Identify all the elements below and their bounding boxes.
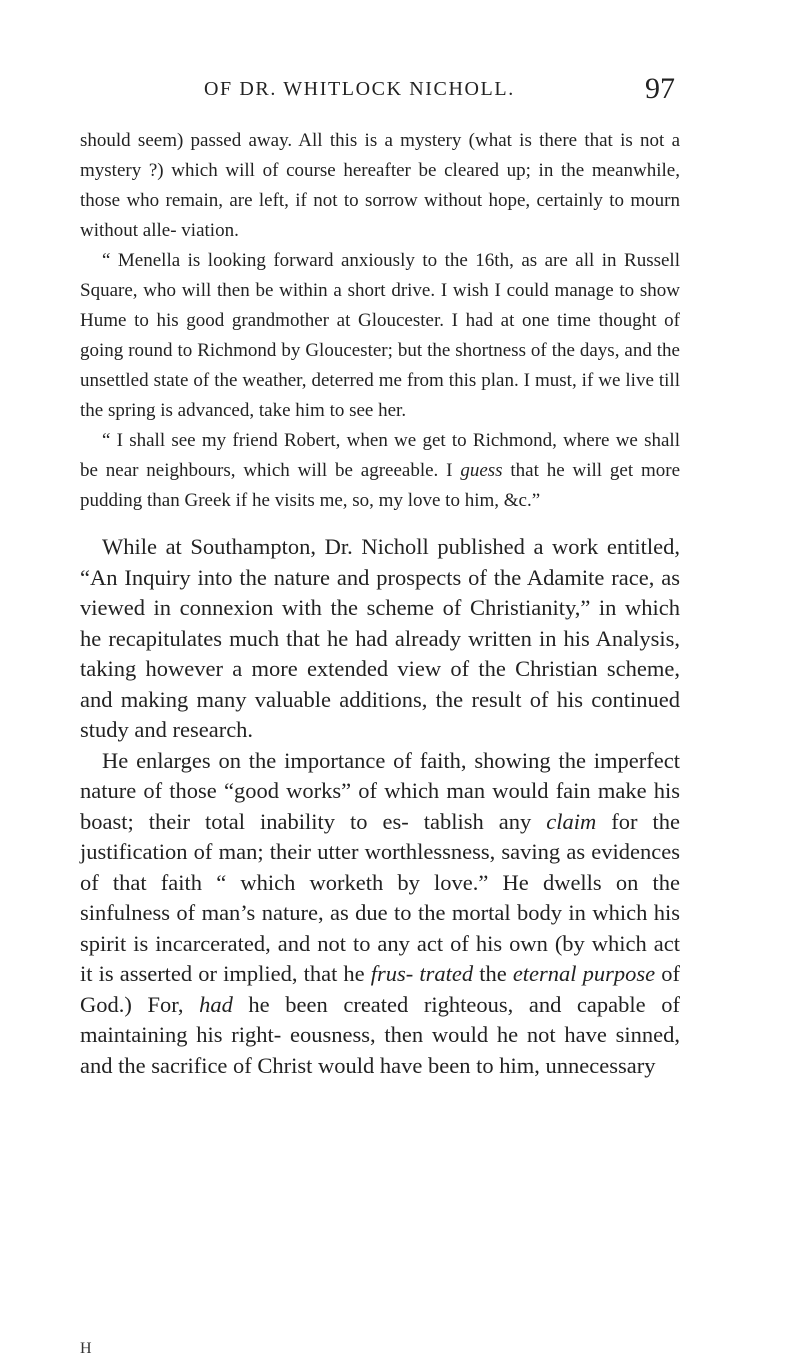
emphasis: frus- trated <box>370 961 474 986</box>
letter-paragraph: “ Menella is looking forward anxiously to the 16th, as are all in Russell Square, who will then be within a short drive. I wish I could manage to show Hume to his good grandmother at Gloucester. I had at one time thought of going round to Richmond by Gloucester; but the shortness of the days, and the unsettled state of the weather, deterred me from this plan. I must, if we live till the spring is advanced, take him to see her. <box>80 250 680 421</box>
running-head: OF DR. WHITLOCK NICHOLL. <box>204 78 515 100</box>
letter-excerpt <box>80 126 680 516</box>
letter-paragraph: “ I shall see my friend Robert, when we get to Richmond, where we shall be near neighbours, which will be agreeable. I guess that he will get more pudding than Greek if he visits me, so, my love to him, &c.” <box>80 430 681 511</box>
body-paragraph: While at Southampton, Dr. Nicholl published a work entitled, “An Inquiry into the nature and prospects of the Adamite race, as viewed in connexion with the scheme of Christianity,” in which he recapitulates much that he had already written in his Analysis, taking however a more extended view of the Christian scheme, and making many valuable additions, the result of his continued study and research. <box>80 534 680 742</box>
emphasis: claim <box>546 808 597 834</box>
page-content <box>80 126 680 1081</box>
emphasis: guess <box>460 460 503 481</box>
page-header <box>0 72 800 112</box>
emphasis: eternal purpose <box>512 961 656 986</box>
body-paragraph: He enlarges on the importance of faith, showing the imperfect nature of those “good works” of which man would fain make his boast; their total inability to es- tablish any claim for the justification of man; their utter worthlessness, saving as evidences of that faith “ which worketh by love.” He dwells on the sinfulness of man’s nature, as due to the mortal body in which his spirit is incarcerated, and not to any act of his own (by which act it is asserted or implied, that he frus- trated the eternal purpose of God.) For, had he been created righteous, and capable of maintaining his right- eousness, then would he not have sinned, and the sacrifice of Christ would have been to him, unnecessary <box>80 747 680 1078</box>
main-text <box>80 532 680 1081</box>
letter-paragraph: should seem) passed away. All this is a mystery (what is there that is not a mystery ?) which will of course hereafter be cleared up; in the meanwhile, those who remain, are left, if not to sorrow without hope, certainly to mourn without alle- viation. <box>80 130 680 241</box>
emphasis: had <box>199 991 233 1017</box>
page-number: 97 <box>645 72 675 105</box>
signature-mark: H <box>80 1340 92 1357</box>
